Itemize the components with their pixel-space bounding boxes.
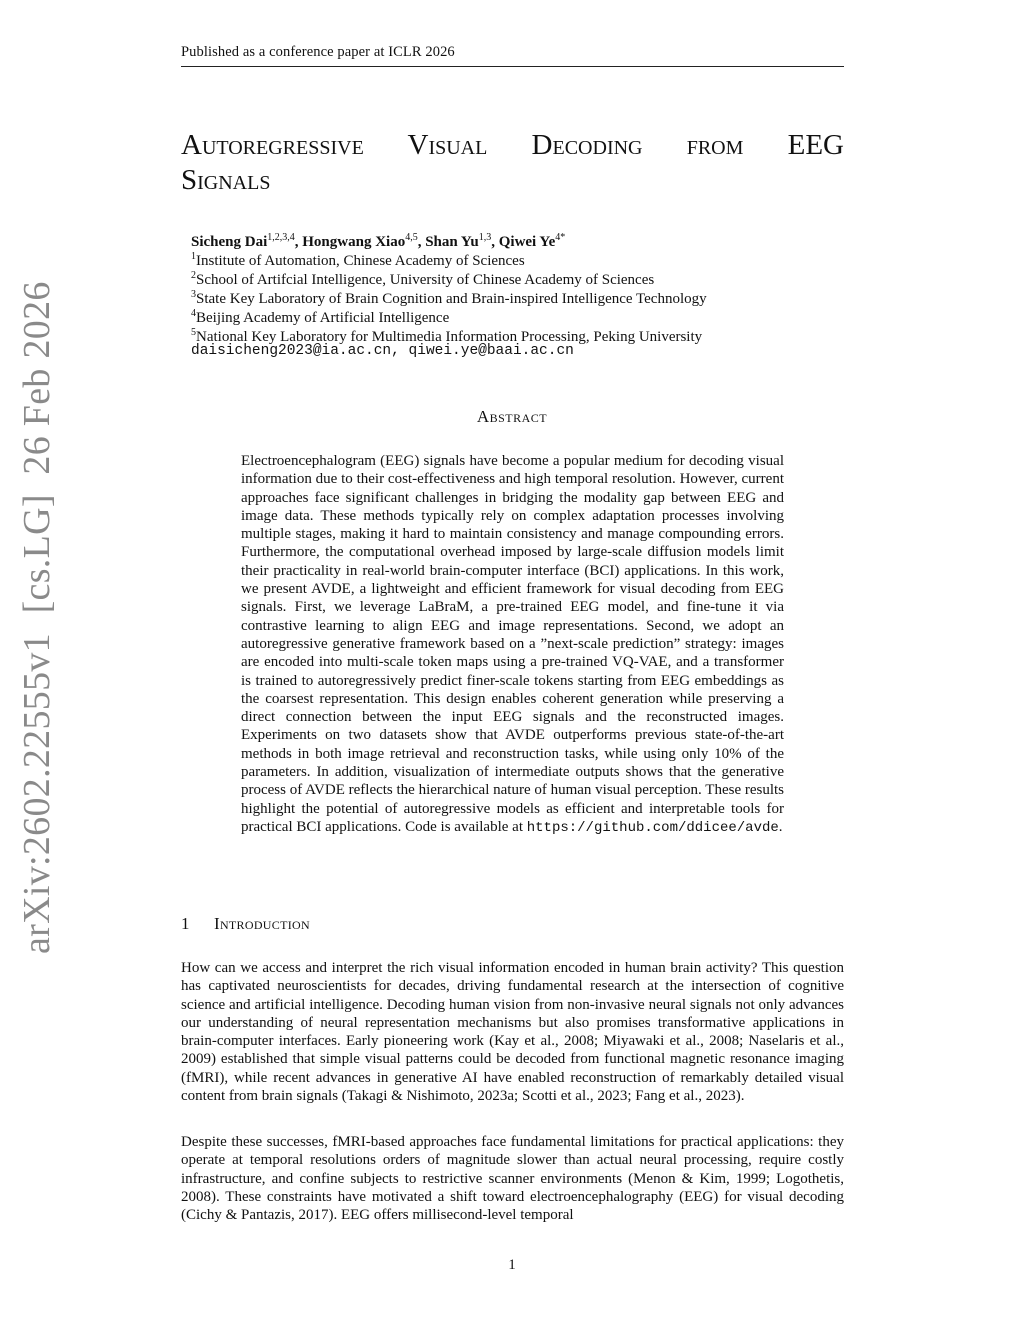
abstract-text: Electroencephalogram (EEG) signals have become a popular medium for decoding visual information due to their cost-effectiveness and high temporal resolution. However, current approaches face significant challenges in bridging the modality gap between EEG and image data. These methods typically rely on complex adaptation processes involving multiple stages, making it hard to maintain consistency and manage compounding errors. Furthermore, the computational overhead imposed by large-scale diffusion models limit their practicality in real-world brain-computer interface (BCI) applications. In this work, we present AVDE, a lightweight and efficient framework for visual decoding from EEG signals. First, we leverage LaBraM, a pre-trained EEG model, and fine-tune it via contrastive learning to align EEG and image representations. Second, we adopt an autoregressive generative framework based on a ”next-scale prediction” strategy: images are encoded into multi-scale token maps using a pre-trained VQ-VAE, and a transformer is trained to autoregressively predict finer-scale tokens starting from EEG embeddings as the coarsest representation. This design enables coherent generation while preserving a direct connection between the input EEG signals and the reconstructed images. Experiments on two datasets show that AVDE outperforms previous state-of-the-art methods in both image retrieval and reconstruction tasks, while using only 10% of the parameters. In addition, visualization of intermediate outputs shows that the generative process of AVDE reflects the hierarchical nature of human visual perception. These results highlight the potential of autoregressive models as efficient and interpretable tools for practical BCI applications. Code is available at	[241, 453, 785, 835]
affiliation-text: National Key Laboratory for Multimedia Information Processing, Peking University	[196, 329, 703, 345]
abstract-period: .	[778, 818, 783, 835]
title-line-2: Signals	[181, 164, 271, 196]
author-name: Hongwang Xiao	[302, 234, 406, 250]
abstract-heading: Abstract	[476, 407, 548, 426]
author-name: Shan Yu	[425, 234, 479, 250]
affiliation-text: State Key Laboratory of Brain Cognition and Brain-inspired Intelligence Technology	[196, 291, 707, 307]
author-separator: ,	[417, 234, 426, 250]
code-link[interactable]: https://github.com/ddicee/avde	[526, 819, 779, 836]
author-separator: ,	[491, 234, 499, 250]
author-affiliation-marks: 4*	[555, 232, 566, 243]
author-affiliation-marks: 1,3	[478, 232, 492, 243]
section-number: 1	[181, 914, 190, 933]
title-line-1: Autoregressive Visual Decoding from EEG	[181, 129, 844, 161]
author-name: Qiwei Ye	[498, 234, 556, 250]
arxiv-stamp-text: arXiv:2602.22555v1 [cs.LG] 26 Feb 2026	[16, 281, 58, 954]
author-emails[interactable]: daisicheng2023@ia.ac.cn, qiwei.ye@baai.ac.cn	[191, 343, 574, 359]
affiliation-number: 3	[191, 289, 196, 300]
arxiv-identifier-stamp[interactable]	[17, 281, 57, 954]
affiliation-number: 5	[191, 327, 196, 338]
paragraph-text: How can we access and interpret the rich visual information encoded in human brain activity? This question has captivated neuroscientists for decades, driving fundamental research at the intersection of cognitive science and artificial intelligence. Decoding human vision from non-invasive neural signals not only advances our understanding of neural representation mechanisms but also promises transformative applications in brain-computer interfaces. Early pioneering work (Kay et al., 2008; Miyawaki et al., 2008; Naselaris et al., 2009) established that simple visual patterns could be decoded from functional magnetic resonance imaging (fMRI), while recent advances in generative AI have enabled reconstruction of remarkably detailed visual content from brain signals (Takagi & Nishimoto, 2023a; Scotti et al., 2023; Fang et al., 2023).	[181, 960, 844, 1105]
intro-paragraph-1	[181, 959, 844, 1105]
page-number: 1	[508, 1257, 516, 1273]
affiliation-number: 4	[191, 308, 196, 319]
author-affiliation-marks: 4,5	[405, 232, 418, 243]
section-heading-introduction	[181, 914, 310, 934]
affiliation-text: School of Artifcial Intelligence, University of Chinese Academy of Sciences	[196, 272, 655, 288]
affiliation-number: 2	[191, 270, 196, 281]
paper-title	[181, 128, 844, 198]
author-separator: ,	[294, 234, 303, 250]
running-head: Published as a conference paper at ICLR 2026	[181, 44, 455, 60]
header-rule	[181, 66, 844, 67]
affiliation-text: Institute of Automation, Chinese Academy of Sciences	[196, 253, 525, 269]
author-affiliation-marks: 1,2,3,4	[267, 232, 295, 243]
intro-paragraph-2	[181, 1133, 844, 1224]
paragraph-text: Despite these successes, fMRI-based approaches face fundamental limitations for practical applications: they operate at temporal resolutions orders of magnitude slower than actual neural processing, require costly infrastructure, and confine subjects to restrictive scanner environments (Menon & Kim, 1999; Logothetis, 2008). These constraints have motivated a shift toward electroencephalography (EEG) for visual decoding (Cichy & Pantazis, 2017). EEG offers millisecond-level temporal	[181, 1134, 844, 1224]
affiliation-text: Beijing Academy of Artificial Intelligence	[196, 310, 450, 326]
section-title: Introduction	[214, 914, 310, 933]
author-name: Sicheng Dai	[191, 234, 268, 250]
abstract-body	[241, 452, 784, 837]
affiliation-number: 1	[191, 251, 196, 262]
